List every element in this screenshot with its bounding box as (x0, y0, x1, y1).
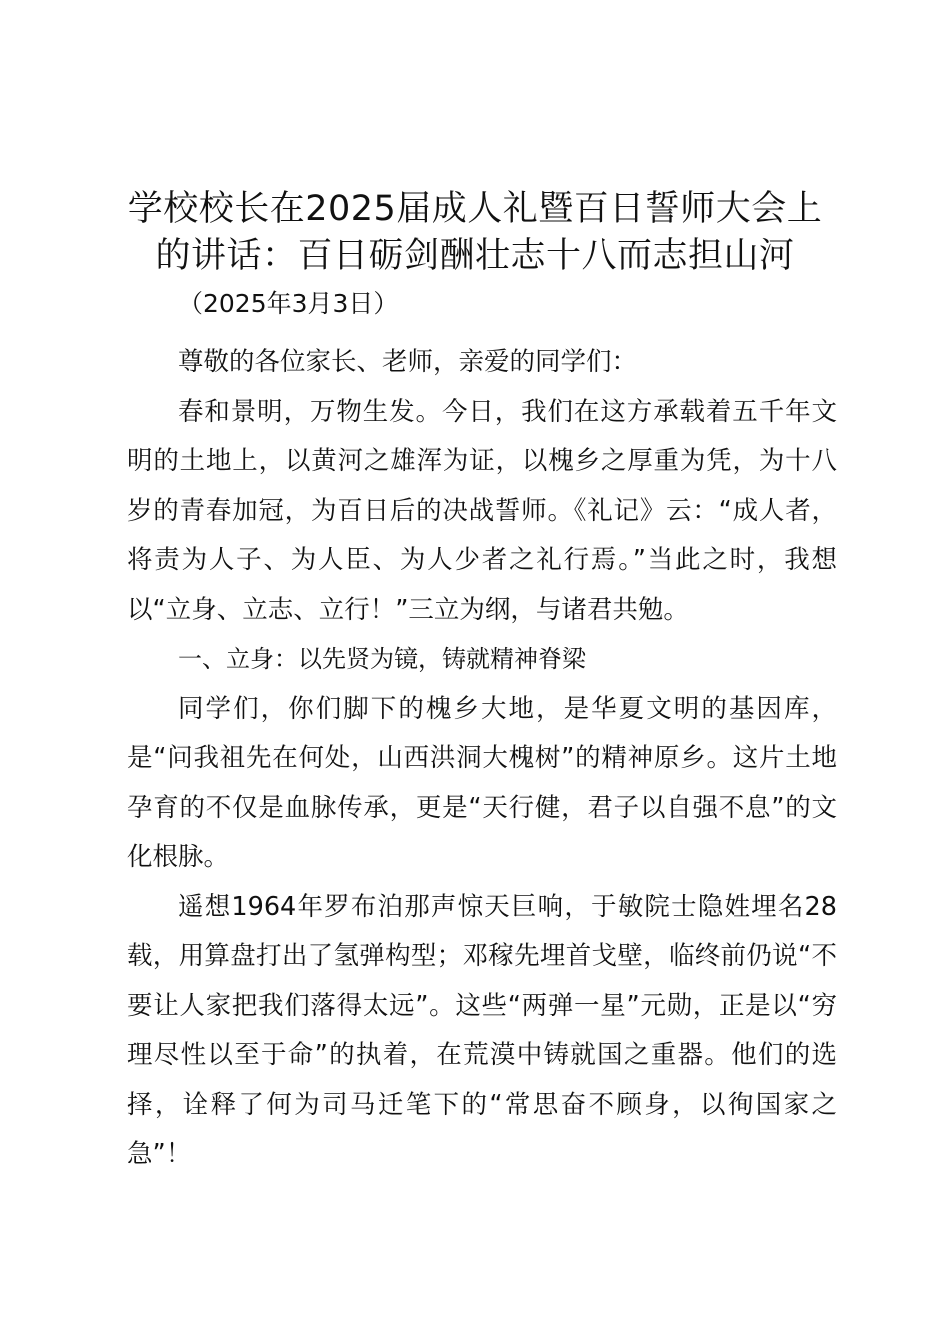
document-title-line-2: 的讲话：百日砺剑酬壮志十八而志担山河 (155, 236, 795, 276)
document-body (127, 338, 837, 1180)
paragraph-opening: 春和景明，万物生发。今日，我们在这方承载着五千年文明的土地上，以黄河之雄浑为证，以槐乡之厚重为凭，为十八岁的青春加冠，为百日后的决战誓师。《礼记》云：“成人者，将责为人子、为人臣、为人少者之礼行焉。”当此之时，我想以“立身、立志、立行！”三立为纲，与诸君共勉。 (127, 396, 837, 625)
paragraph-pioneers: 遥想1964年罗布泊那声惊天巨响，于敏院士隐姓埋名28载，用算盘打出了氢弹构型；邓稼先埋首戈壁，临终前仍说“不要让人家把我们落得太远”。这些“两弹一星”元勋，正是以“穷理尽性以至于命”的执着，在荒漠中铸就国之重器。他们的选择，诠释了何为司马迁笔下的“常思奋不顾身，以徇国家之急”！ (127, 891, 837, 1169)
section-heading-1: 一、立身：以先贤为镜，铸就精神脊梁 (178, 645, 586, 673)
paragraph-homeland: 同学们，你们脚下的槐乡大地，是华夏文明的基因库，是“问我祖先在何处，山西洪洞大槐树”的精神原乡。这片土地孕育的不仅是血脉传承，更是“天行健，君子以自强不息”的文化根脉。 (127, 693, 837, 872)
greeting: 尊敬的各位家长、老师，亲爱的同学们： (178, 347, 638, 377)
document-title-line-1: 学校校长在2025届成人礼暨百日誓师大会上 (127, 189, 823, 229)
document-date: （2025年3月3日） (178, 289, 399, 318)
